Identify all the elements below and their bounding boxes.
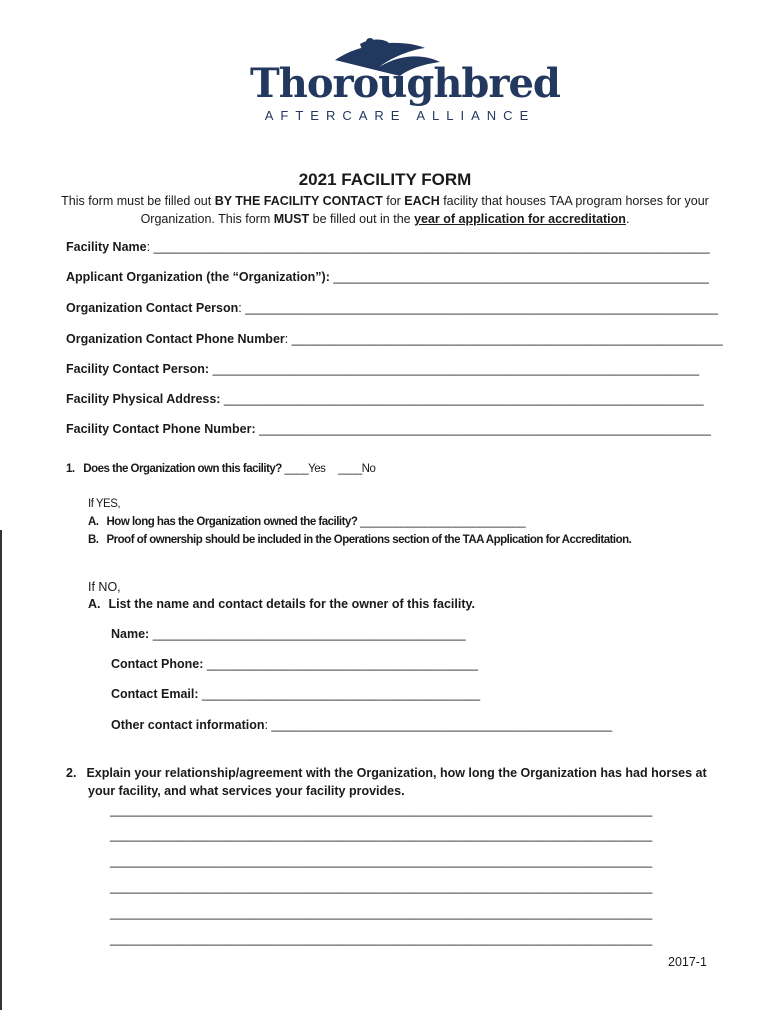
applicant-organization-field[interactable]: Applicant Organization (the “Organization”): ______________________________________________________ bbox=[66, 270, 709, 284]
form-instructions: This form must be filled out BY THE FACILITY CONTACT for EACH facility that houses TAA program horses for your Organization. This form MUST be filled out in the year of application for accreditation. bbox=[61, 194, 709, 226]
answer-line[interactable]: ______________________________________________________________________________ bbox=[110, 880, 653, 894]
answer-line[interactable]: ______________________________________________________________________________ bbox=[110, 828, 653, 842]
facility-physical-address-field[interactable]: Facility Physical Address: _____________________________________________________________________ bbox=[66, 392, 704, 406]
answer-line[interactable]: ______________________________________________________________________________ bbox=[110, 932, 653, 946]
owner-email-field[interactable]: Contact Email: ________________________________________ bbox=[111, 687, 481, 701]
answer-line[interactable]: ______________________________________________________________________________ bbox=[110, 906, 653, 920]
question-2-continued: your facility, and what services your facility provides. bbox=[88, 784, 405, 798]
owner-other-contact-field[interactable]: Other contact information: _________________________________________________ bbox=[111, 718, 613, 732]
facility-contact-person-field[interactable]: Facility Contact Person: ______________________________________________________________________ bbox=[66, 362, 700, 376]
form-title: 2021 FACILITY FORM bbox=[298, 170, 472, 189]
if-yes-label: If YES, bbox=[88, 498, 121, 510]
organization-contact-person-field[interactable]: Organization Contact Person: ____________________________________________________________________ bbox=[66, 301, 718, 315]
yes-option[interactable]: ____Yes bbox=[284, 463, 326, 475]
answer-line[interactable]: ______________________________________________________________________________ bbox=[110, 803, 653, 817]
ownership-duration-field[interactable]: A. How long has the Organization owned the facility? ____________________________ bbox=[88, 516, 526, 528]
form-version: 2017-1 bbox=[668, 955, 707, 969]
left-margin-rule bbox=[0, 530, 2, 1010]
if-no-label: If NO, bbox=[88, 580, 121, 594]
logo-wordmark: Thoroughbred bbox=[250, 60, 560, 107]
proof-of-ownership-note: B. Proof of ownership should be included in the Operations section of the TAA Application for Accreditation. bbox=[88, 534, 632, 546]
facility-contact-phone-field[interactable]: Facility Contact Phone Number: _________________________________________________________________ bbox=[66, 422, 711, 436]
facility-name-field[interactable]: Facility Name: ________________________________________________________________________________ bbox=[66, 240, 710, 254]
answer-line[interactable]: ______________________________________________________________________________ bbox=[110, 854, 653, 868]
owner-name-field[interactable]: Name: _____________________________________________ bbox=[111, 627, 466, 641]
owner-phone-field[interactable]: Contact Phone: _______________________________________ bbox=[111, 657, 478, 671]
organization-logo bbox=[250, 38, 560, 130]
organization-contact-phone-field[interactable]: Organization Contact Phone Number: ______________________________________________________________ bbox=[66, 332, 723, 346]
question-2: 2. Explain your relationship/agreement with the Organization, how long the Organization has had horses at bbox=[66, 766, 707, 780]
logo-subtitle: AFTERCARE ALLIANCE bbox=[264, 108, 536, 123]
question-1: 1. Does the Organization own this facility? ____Yes ____No bbox=[66, 463, 376, 475]
no-option[interactable]: ____No bbox=[338, 463, 376, 475]
owner-details-instruction: A. List the name and contact details for the owner of this facility. bbox=[88, 597, 475, 611]
